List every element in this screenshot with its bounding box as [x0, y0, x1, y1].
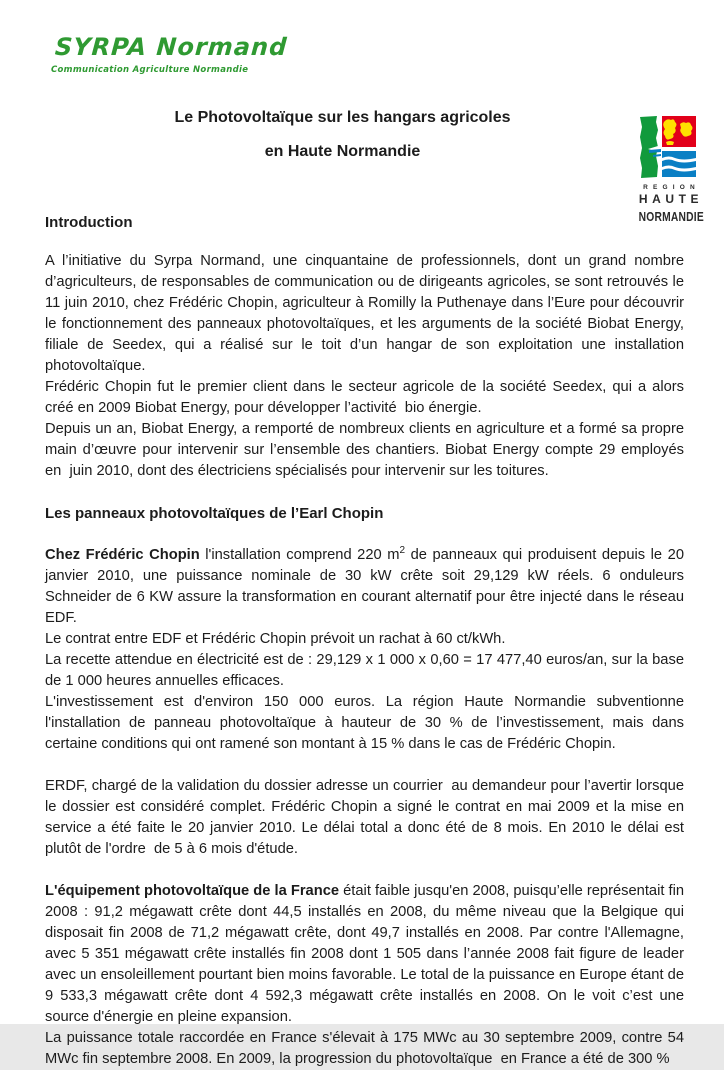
- equipement-france-text: était faible jusqu'en 2008, puisqu’elle représentait fin 2008 : 91,2 mégawatt crête dont 44,5 installés en 2008, du même niveau que la Belgique qui disposait fin 2008 de 71,2 mégawatt crête, dont 49,7 installés en 2008. Par contre l'Allemagne, avec 5 351 mégawatt crête installés fin 2008 dont 1 505 dans l’année 2008 fait figure de leader avec un ensoleillement pourtant bien moins favorable. Le total de la puissance en Europe étant de 9 533,3 mégawatt crête dont 4 592,3 mégawatt crête installés en 2008. On le voit c’est une source d'énergie en pleine expansion.: [45, 883, 685, 1025]
- paragraph-contrat-edf: Le contrat entre EDF et Frédéric Chopin prévoit un rachat à 60 ct/kWh.: [45, 631, 506, 647]
- paragraph-intro-2: Frédéric Chopin fut le premier client dans le secteur agricole de la société Seedex, qui a alors créé en 2009 Biobat Energy, pour développer l’activité bio énergie.: [45, 379, 684, 416]
- document-title: [45, 108, 640, 162]
- paragraph-installation: [45, 545, 684, 629]
- region-logo-word-region: REGION: [643, 184, 700, 191]
- syrpa-logo-title: SYRPA Normand: [54, 33, 289, 61]
- document-body: [45, 212, 684, 1070]
- paragraph-equipement-france: [45, 881, 684, 1028]
- intro-heading: Introduction: [45, 214, 133, 231]
- bold-lead-chez-frederic-chopin: Chez Frédéric Chopin: [45, 547, 200, 563]
- bold-lead-equipement-france: L'équipement photovoltaïque de la France: [45, 883, 340, 899]
- paragraph-intro-3: Depuis un an, Biobat Energy, a remporté de nombreux clients en agriculture et a formé sa propre main d’œuvre pour intervenir sur l’ensemble des chantiers. Biobat Energy compte 29 employés en juin 2010, dont des électriciens spécialisés pour intervenir sur les toitures.: [45, 421, 684, 479]
- syrpa-logo-tagline: Communication Agriculture Normandie: [51, 65, 249, 75]
- paragraph-erdf: ERDF, chargé de la validation du dossier adresse un courrier au demandeur pour l’avertir lorsque le dossier est considéré complet. Frédéric Chopin a signé le contrat en mai 2009 et la mise en service a été faite le 20 janvier 2010. Le délai total a donc été de 8 mois. En 2010 le délai est plutôt de l'ordre de 5 à 6 mois d'étude.: [45, 778, 684, 857]
- region-logo-word-normandie: NORMANDIE: [638, 210, 704, 225]
- paragraph-intro-1: A l’initiative du Syrpa Normand, une cinquantaine de professionnels, dont un grand nombre d’agriculteurs, de responsables de communication ou de dirigeants agricoles, se sont retrouvés le 11 juin 2010, chez Frédéric Chopin, agriculteur à Romilly la Puthenaye dans l’Eure pour découvrir le fonctionnement des panneaux photovoltaïques, et les arguments de la société Biobat Energy, filiale de Seedex, qui a réalisé sur le toit d’un hangar de son exploitation une installation photovoltaïque.: [45, 253, 684, 374]
- region-haute-normandie-logo: [638, 116, 704, 225]
- paragraph-puissance-raccordee: La puissance totale raccordée en France s'élevait à 175 MWc au 30 septembre 2009, contre 54 MWc fin septembre 2008. En 2009, la progression du photovoltaïque en France a été de 300 %: [45, 1030, 684, 1067]
- installation-text-a: l'installation comprend 220 m: [199, 547, 400, 563]
- syrpa-logo: [51, 33, 289, 75]
- document-title-line1: Le Photovoltaïque sur les hangars agricoles: [174, 109, 511, 126]
- superscript-m2: 2: [399, 545, 406, 557]
- paragraph-recette: La recette attendue en électricité est de : 29,129 x 1 000 x 0,60 = 17 477,40 euros/an, sur la base de 1 000 heures annuelles efficaces.: [45, 652, 684, 689]
- installation-text-b: de panneaux qui produisent depuis le 20 janvier 2010, une puissance nominale de 30 kW crête soit 29,129 kW réels. 6 onduleurs Schneider de 6 KW assure la transformation en courant alternatif pour être injecté dans le réseau EDF.: [45, 547, 684, 626]
- section-heading-panneaux: Les panneaux photovoltaïques de l’Earl Chopin: [45, 505, 384, 522]
- document-title-line2: en Haute Normandie: [264, 143, 421, 160]
- paragraph-investissement: L'investissement est d'environ 150 000 euros. La région Haute Normandie subventionne l'installation de panneau photovoltaïque à hauteur de 30 % de l’investissement, mais dans certaine conditions qui ont ramené son montant à 15 % dans le cas de Frédéric Chopin.: [45, 694, 684, 752]
- region-flag-icon: [639, 116, 699, 180]
- region-logo-word-haute: HAUTE: [638, 192, 704, 206]
